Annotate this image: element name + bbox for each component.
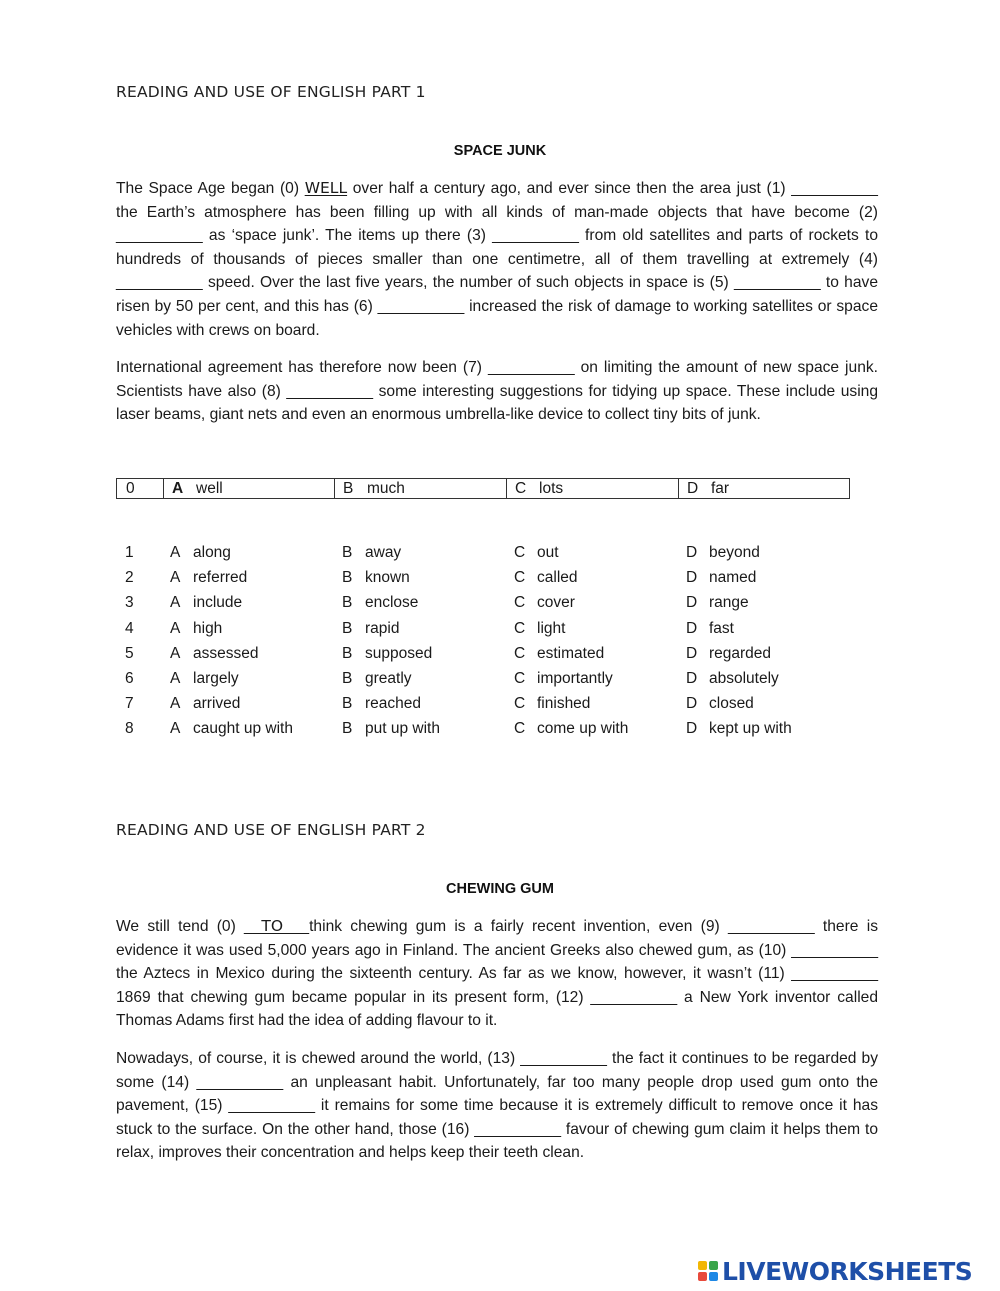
liveworksheets-logo xyxy=(698,1256,972,1286)
option-letter-b: B xyxy=(342,695,353,713)
option-letter-d: D xyxy=(686,669,698,687)
option-letter-d: D xyxy=(686,594,698,612)
option-word-c[interactable]: importantly xyxy=(537,669,613,687)
example-option-b xyxy=(334,479,506,498)
option-word-a[interactable]: arrived xyxy=(193,695,241,713)
example-word-b: much xyxy=(367,479,405,497)
option-number: 7 xyxy=(125,695,134,713)
option-word-d[interactable]: closed xyxy=(709,695,754,713)
logo-square-3 xyxy=(698,1272,707,1281)
option-word-b[interactable]: reached xyxy=(365,695,422,713)
option-word-a[interactable]: largely xyxy=(193,669,239,687)
option-word-b[interactable]: supposed xyxy=(365,644,433,662)
option-letter-c: C xyxy=(514,695,526,713)
option-word-d[interactable]: fast xyxy=(709,619,734,637)
option-letter-a: A xyxy=(170,594,181,612)
option-word-c[interactable]: estimated xyxy=(537,644,605,662)
example-letter-b: B xyxy=(343,479,354,497)
option-word-d[interactable]: absolutely xyxy=(709,669,779,687)
option-letter-c: C xyxy=(514,594,526,612)
option-number: 5 xyxy=(125,644,134,662)
part1-p1-text-b: over half a century ago, and ever since then the area just (1) __________ the Earth’s atmosphere has been filling up with all kinds of man-made objects that have become (2) __________ as ‘space junk’. The items up there (3) __________ from old satellites and parts of rockets to hundreds of thousands of pieces smaller than one centimetre, all of them travelling at extremely (4) __________ speed. Over the last five years, the number of such objects in space is (5) __________ to have risen by 50 per cent, and this has (6) __________ increased the risk of damage to working satellites or space vehicles with crews on board. xyxy=(116,180,878,339)
option-word-b[interactable]: put up with xyxy=(365,720,440,738)
option-word-c[interactable]: cover xyxy=(537,594,575,612)
example-letter-d: D xyxy=(687,479,699,497)
option-letter-b: B xyxy=(342,544,353,561)
option-letter-c: C xyxy=(514,569,526,587)
option-word-d[interactable]: regarded xyxy=(709,644,772,662)
option-word-d[interactable]: beyond xyxy=(709,544,760,561)
option-letter-d: D xyxy=(686,619,698,637)
part1-paragraph-1 xyxy=(116,177,878,342)
option-letter-c: C xyxy=(514,644,526,662)
example-word-c: lots xyxy=(539,479,564,497)
option-word-b[interactable]: away xyxy=(365,544,402,561)
option-letter-d: D xyxy=(686,695,698,713)
part2-title: CHEWING GUM xyxy=(446,881,554,897)
option-word-a[interactable]: include xyxy=(193,594,243,612)
example-row-table xyxy=(116,478,850,499)
part2-paragraph-1 xyxy=(116,915,878,1033)
option-word-d[interactable]: named xyxy=(709,569,757,587)
option-letter-b: B xyxy=(342,644,353,662)
option-word-c[interactable]: finished xyxy=(537,695,591,713)
logo-square-1 xyxy=(698,1261,707,1270)
option-letter-b: B xyxy=(342,720,353,738)
logo-square-4 xyxy=(709,1272,718,1281)
example-num: 0 xyxy=(126,479,135,497)
option-letter-d: D xyxy=(686,644,698,662)
example-letter-c: C xyxy=(515,479,527,497)
option-letter-a: A xyxy=(170,669,181,687)
option-letter-c: C xyxy=(514,720,526,738)
part2-p1-text-a: We still tend (0) __ xyxy=(116,918,262,935)
part1-p1-text-a: The Space Age began (0) xyxy=(116,180,305,197)
option-word-b[interactable]: greatly xyxy=(365,669,412,687)
part1-title: SPACE JUNK xyxy=(453,143,547,159)
option-letter-b: B xyxy=(342,619,353,637)
option-number: 3 xyxy=(125,594,134,612)
option-number: 1 xyxy=(125,544,134,561)
option-word-b[interactable]: known xyxy=(365,569,410,587)
option-letter-c: C xyxy=(514,544,526,561)
example-option-d xyxy=(678,479,849,498)
option-letter-d: D xyxy=(686,720,698,738)
option-letter-c: C xyxy=(514,619,526,637)
example-option-c xyxy=(506,479,678,498)
part1-example-answer[interactable]: WELL xyxy=(304,179,348,197)
part2-p1-text-b: ___think chewing gum is a fairly recent invention, even (9) __________ there is evidence it was used 5,000 years ago in Finland. The ancient Greeks also chewed gum, as (10) __________ the Aztecs in Mexico during the sixteenth century. As far as we know, however, it wasn’t (11) __________ 1869 that chewing gum became popular in its present form, (12) __________ a New York inventor called Thomas Adams first had the idea of adding flavour to it. xyxy=(116,918,878,1030)
part1-heading: READING AND USE OF ENGLISH PART 1 xyxy=(116,83,426,101)
option-word-a[interactable]: assessed xyxy=(193,644,259,662)
option-word-a[interactable]: along xyxy=(193,544,231,561)
option-letter-a: A xyxy=(170,720,181,738)
option-word-a[interactable]: referred xyxy=(193,569,248,587)
option-letter-a: A xyxy=(170,644,181,662)
logo-icon xyxy=(698,1261,718,1281)
part2-paragraph-2: Nowadays, of course, it is chewed around the world, (13) __________ the fact it continues to be regarded by some (14) __________ an unpleasant habit. Unfortunately, far too many people drop used gum onto the pavement, (15) __________ it remains for some time because it is extremely difficult to remove once it has stuck to the surface. On the other hand, those (16) __________ favour of chewing gum claim it helps them to relax, improves their concentration and helps keep their teeth clean. xyxy=(116,1050,878,1162)
part2-example-answer[interactable]: TO xyxy=(261,917,284,935)
option-word-a[interactable]: high xyxy=(193,619,223,637)
option-letter-a: A xyxy=(170,619,181,637)
option-letter-d: D xyxy=(686,544,698,561)
logo-square-2 xyxy=(709,1261,718,1270)
option-word-b[interactable]: rapid xyxy=(365,619,400,637)
option-letter-b: B xyxy=(342,594,353,612)
option-word-d[interactable]: kept up with xyxy=(709,720,792,738)
option-letter-b: B xyxy=(342,569,353,587)
option-word-b[interactable]: enclose xyxy=(365,594,419,612)
part2-heading: READING AND USE OF ENGLISH PART 2 xyxy=(116,821,426,839)
option-letter-c: C xyxy=(514,669,526,687)
example-word-a: well xyxy=(196,479,223,497)
option-word-d[interactable]: range xyxy=(709,594,749,612)
option-letter-a: A xyxy=(170,695,181,713)
option-word-c[interactable]: come up with xyxy=(537,720,629,738)
example-letter-a: A xyxy=(172,479,184,497)
option-number: 4 xyxy=(125,619,134,637)
option-number: 2 xyxy=(125,569,134,587)
option-letter-b: B xyxy=(342,669,353,687)
option-letter-a: A xyxy=(170,569,181,587)
option-word-c[interactable]: called xyxy=(537,569,578,587)
example-option-a xyxy=(163,479,334,498)
option-number: 8 xyxy=(125,720,134,738)
example-word-d: far xyxy=(711,479,730,497)
part1-paragraph-2: International agreement has therefore now been (7) __________ on limiting the amount of new space junk. Scientists have also (8) __________ some interesting suggestions for tidying up space. These include using laser beams, giant nets and even an enormous umbrella-like device to collect tiny bits of junk. xyxy=(116,359,878,424)
option-word-c[interactable]: out xyxy=(537,544,559,561)
option-letter-a: A xyxy=(170,544,181,561)
option-word-a[interactable]: caught up with xyxy=(193,720,293,738)
option-number: 6 xyxy=(125,669,134,687)
logo-text: LIVEWORKSHEETS xyxy=(722,1256,973,1286)
option-letter-d: D xyxy=(686,569,698,587)
example-num-cell xyxy=(117,479,163,498)
option-word-c[interactable]: light xyxy=(537,619,566,637)
